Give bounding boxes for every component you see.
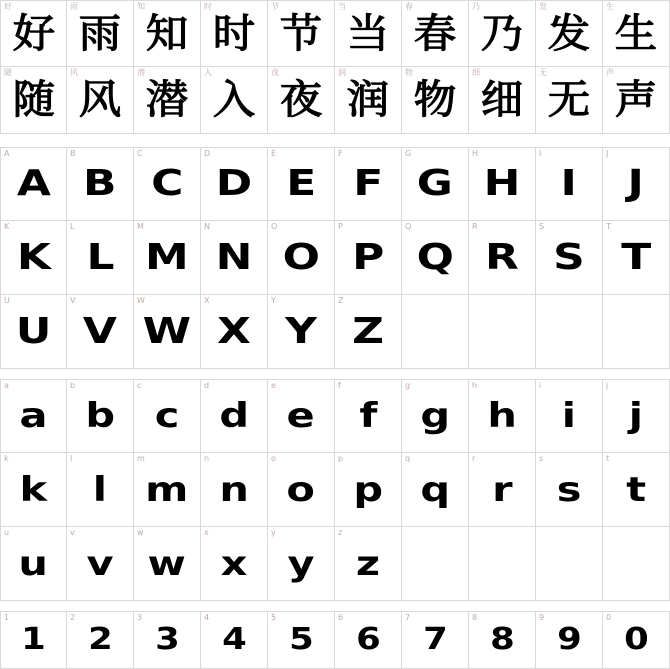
block-latin-lowercase xyxy=(0,379,670,601)
glyph-cell-empty xyxy=(469,527,536,601)
glyph-preview: q xyxy=(420,469,450,510)
glyph-cell[interactable] xyxy=(603,453,670,527)
glyph-cell[interactable] xyxy=(536,453,603,527)
glyph-cell[interactable] xyxy=(0,611,67,669)
glyph-cell[interactable] xyxy=(335,147,402,221)
glyph-label: z xyxy=(338,528,343,537)
glyph-cell-empty xyxy=(402,527,469,601)
glyph-cell[interactable] xyxy=(67,527,134,601)
glyph-preview: 5 xyxy=(288,622,314,657)
glyph-preview: l xyxy=(92,469,108,510)
glyph-cell[interactable] xyxy=(469,379,536,453)
glyph-label: c xyxy=(137,381,142,390)
glyph-preview: A xyxy=(16,163,51,204)
glyph-preview: E xyxy=(285,163,317,204)
glyph-cell-empty xyxy=(603,295,670,369)
glyph-label: 当 xyxy=(338,2,346,11)
glyph-label: G xyxy=(405,149,412,158)
glyph-row xyxy=(0,379,670,453)
glyph-cell[interactable] xyxy=(402,221,469,295)
glyph-label: B xyxy=(70,149,76,158)
glyph-label: Y xyxy=(271,296,276,305)
glyph-label: T xyxy=(606,222,611,231)
glyph-label: Q xyxy=(405,222,412,231)
glyph-label: I xyxy=(539,149,542,158)
glyph-cell[interactable] xyxy=(201,379,268,453)
glyph-label: Z xyxy=(338,296,344,305)
glyph-label: D xyxy=(204,149,211,158)
glyph-cell[interactable] xyxy=(134,221,201,295)
glyph-label: M xyxy=(137,222,144,231)
glyph-cell[interactable] xyxy=(335,611,402,669)
glyph-cell[interactable] xyxy=(536,0,603,67)
glyph-cell[interactable] xyxy=(201,295,268,369)
glyph-preview: Y xyxy=(285,310,317,352)
glyph-preview: 细 xyxy=(480,77,524,123)
glyph-preview: 7 xyxy=(422,622,448,657)
glyph-cell[interactable] xyxy=(469,67,536,134)
glyph-cell[interactable] xyxy=(402,147,469,221)
glyph-preview: N xyxy=(215,236,253,278)
glyph-label: u xyxy=(4,528,10,537)
glyph-label: l xyxy=(70,454,73,463)
glyph-preview: m xyxy=(145,469,189,510)
glyph-preview: e xyxy=(286,396,316,436)
glyph-cell[interactable] xyxy=(603,379,670,453)
glyph-label: 4 xyxy=(204,613,210,622)
glyph-label: S xyxy=(539,222,545,231)
glyph-label: 风 xyxy=(70,68,78,77)
glyph-row xyxy=(0,221,670,295)
glyph-preview: 夜 xyxy=(279,77,323,123)
glyph-preview: 春 xyxy=(413,10,457,57)
glyph-preview: 2 xyxy=(87,622,113,657)
glyph-label: h xyxy=(472,381,478,390)
glyph-preview: 随 xyxy=(12,77,55,123)
glyph-cell[interactable] xyxy=(469,221,536,295)
glyph-cell[interactable] xyxy=(0,0,67,67)
glyph-preview: J xyxy=(627,163,645,204)
glyph-cell[interactable] xyxy=(67,295,134,369)
glyph-preview: n xyxy=(219,469,249,510)
glyph-label: 好 xyxy=(4,2,12,11)
glyph-preview: 物 xyxy=(413,77,457,123)
glyph-label: 随 xyxy=(4,68,12,77)
glyph-label: s xyxy=(539,454,544,463)
glyph-preview: x xyxy=(220,543,248,584)
glyph-label: 声 xyxy=(606,68,614,77)
glyph-cell[interactable] xyxy=(268,611,335,669)
glyph-cell[interactable] xyxy=(67,147,134,221)
glyph-preview: 6 xyxy=(355,622,381,657)
glyph-preview: 好 xyxy=(12,10,55,57)
glyph-label: 节 xyxy=(271,2,279,11)
glyph-preview: a xyxy=(19,396,48,436)
glyph-label: 6 xyxy=(338,613,344,622)
glyph-cell[interactable] xyxy=(469,0,536,67)
glyph-label: 9 xyxy=(539,613,545,622)
glyph-preview: U xyxy=(15,310,52,352)
glyph-preview: F xyxy=(352,163,384,204)
glyph-preview: 1 xyxy=(21,622,46,657)
glyph-label: 生 xyxy=(606,2,614,11)
glyph-preview: c xyxy=(154,396,180,436)
glyph-preview: u xyxy=(18,543,49,584)
glyph-cell[interactable] xyxy=(335,67,402,134)
glyph-label: 2 xyxy=(70,613,76,622)
glyph-cell[interactable] xyxy=(335,379,402,453)
block-digits xyxy=(0,611,670,669)
glyph-cell[interactable] xyxy=(402,611,469,669)
glyph-row xyxy=(0,67,670,134)
glyph-label: 0 xyxy=(606,613,612,622)
glyph-label: U xyxy=(4,296,10,305)
glyph-cell[interactable] xyxy=(67,67,134,134)
glyph-cell[interactable] xyxy=(0,379,67,453)
glyph-cell[interactable] xyxy=(603,611,670,669)
glyph-label: k xyxy=(4,454,9,463)
glyph-cell-empty xyxy=(536,527,603,601)
glyph-preview: V xyxy=(82,310,118,352)
glyph-preview: G xyxy=(416,163,454,204)
block-chinese-characters xyxy=(0,0,670,134)
glyph-label: j xyxy=(606,381,609,390)
glyph-cell[interactable] xyxy=(134,379,201,453)
glyph-preview: s xyxy=(556,469,582,510)
glyph-preview: D xyxy=(215,163,253,204)
glyph-row xyxy=(0,147,670,221)
glyph-cell[interactable] xyxy=(134,453,201,527)
glyph-preview: M xyxy=(145,236,189,278)
glyph-cell[interactable] xyxy=(536,379,603,453)
glyph-cell[interactable] xyxy=(536,67,603,134)
glyph-preview: z xyxy=(355,543,381,584)
glyph-preview: S xyxy=(553,236,585,278)
glyph-label: 5 xyxy=(271,613,277,622)
glyph-label: J xyxy=(606,149,609,158)
glyph-preview: g xyxy=(420,396,450,436)
glyph-preview: y xyxy=(287,543,315,584)
glyph-row xyxy=(0,453,670,527)
glyph-label: K xyxy=(4,222,10,231)
glyph-row xyxy=(0,611,670,669)
glyph-preview: t xyxy=(626,469,646,510)
glyph-preview: b xyxy=(85,396,115,436)
glyph-label: 发 xyxy=(539,2,547,11)
glyph-label: t xyxy=(606,454,610,463)
glyph-cell-empty xyxy=(469,295,536,369)
glyph-preview: H xyxy=(483,163,521,204)
glyph-cell[interactable] xyxy=(67,221,134,295)
glyph-preview: w xyxy=(147,543,187,584)
glyph-cell[interactable] xyxy=(603,221,670,295)
glyph-preview: h xyxy=(487,396,517,436)
glyph-label: X xyxy=(204,296,210,305)
glyph-cell[interactable] xyxy=(67,0,134,67)
glyph-row xyxy=(0,0,670,67)
glyph-label: 1 xyxy=(4,613,10,622)
glyph-label: 春 xyxy=(405,2,413,11)
glyph-label: g xyxy=(405,381,411,390)
glyph-preview: f xyxy=(358,396,378,436)
glyph-cell[interactable] xyxy=(201,611,268,669)
glyph-cell[interactable] xyxy=(201,0,268,67)
glyph-label: 乃 xyxy=(472,2,480,11)
glyph-preview: 8 xyxy=(489,622,515,657)
glyph-cell[interactable] xyxy=(402,0,469,67)
glyph-cell[interactable] xyxy=(335,295,402,369)
glyph-label: 潜 xyxy=(137,68,145,77)
glyph-cell[interactable] xyxy=(67,379,134,453)
glyph-cell[interactable] xyxy=(0,453,67,527)
glyph-cell[interactable] xyxy=(67,453,134,527)
glyph-label: p xyxy=(338,454,344,463)
glyph-label: E xyxy=(271,149,277,158)
glyph-label: P xyxy=(338,222,343,231)
glyph-label: 入 xyxy=(204,68,212,77)
glyph-preview: X xyxy=(217,310,251,352)
glyph-preview: d xyxy=(219,396,249,436)
glyph-cell[interactable] xyxy=(134,527,201,601)
glyph-cell[interactable] xyxy=(469,453,536,527)
glyph-preview: P xyxy=(351,236,385,278)
glyph-cell[interactable] xyxy=(134,67,201,134)
glyph-preview: 入 xyxy=(212,77,256,123)
glyph-preview: K xyxy=(16,236,51,278)
glyph-label: 知 xyxy=(137,2,145,11)
glyph-cell[interactable] xyxy=(402,379,469,453)
glyph-label: 雨 xyxy=(70,2,78,11)
glyph-preview: R xyxy=(485,236,519,278)
glyph-label: d xyxy=(204,381,210,390)
glyph-preview: 知 xyxy=(145,10,189,57)
glyph-cell[interactable] xyxy=(268,221,335,295)
glyph-cell-empty xyxy=(536,295,603,369)
glyph-cell-empty xyxy=(603,527,670,601)
glyph-cell[interactable] xyxy=(268,0,335,67)
glyph-label: 润 xyxy=(338,68,346,77)
block-spacer xyxy=(0,369,670,379)
glyph-cell[interactable] xyxy=(268,295,335,369)
glyph-cell[interactable] xyxy=(335,0,402,67)
glyph-cell[interactable] xyxy=(201,221,268,295)
glyph-cell[interactable] xyxy=(603,0,670,67)
glyph-label: W xyxy=(137,296,145,305)
glyph-label: A xyxy=(4,149,10,158)
glyph-cell[interactable] xyxy=(268,147,335,221)
glyph-cell[interactable] xyxy=(134,147,201,221)
glyph-preview: 0 xyxy=(623,622,649,657)
glyph-label: f xyxy=(338,381,341,390)
glyph-cell[interactable] xyxy=(469,147,536,221)
glyph-label: 时 xyxy=(204,2,212,11)
glyph-cell[interactable] xyxy=(469,611,536,669)
glyph-cell[interactable] xyxy=(268,453,335,527)
glyph-cell[interactable] xyxy=(335,453,402,527)
glyph-cell[interactable] xyxy=(335,527,402,601)
glyph-preview: r xyxy=(491,469,513,510)
glyph-cell[interactable] xyxy=(268,379,335,453)
glyph-label: q xyxy=(405,454,411,463)
glyph-preview: 潜 xyxy=(145,77,189,123)
glyph-label: b xyxy=(70,381,76,390)
glyph-label: r xyxy=(472,454,476,463)
glyph-label: F xyxy=(338,149,343,158)
glyph-cell[interactable] xyxy=(134,611,201,669)
glyph-cell[interactable] xyxy=(402,453,469,527)
glyph-preview: 节 xyxy=(279,10,323,57)
glyph-label: v xyxy=(70,528,75,537)
glyph-preview: 发 xyxy=(547,10,591,57)
glyph-cell[interactable] xyxy=(268,67,335,134)
glyph-cell[interactable] xyxy=(0,221,67,295)
glyph-label: 无 xyxy=(539,68,547,77)
glyph-preview: 雨 xyxy=(78,10,122,57)
glyph-row xyxy=(0,527,670,601)
glyph-label: n xyxy=(204,454,210,463)
glyph-cell[interactable] xyxy=(134,0,201,67)
glyph-cell[interactable] xyxy=(201,527,268,601)
glyph-label: N xyxy=(204,222,210,231)
block-latin-uppercase xyxy=(0,147,670,369)
glyph-label: O xyxy=(271,222,278,231)
glyph-preview: Z xyxy=(352,310,384,352)
glyph-preview: 生 xyxy=(614,10,658,57)
glyph-label: a xyxy=(4,381,9,390)
glyph-label: R xyxy=(472,222,478,231)
glyph-label: 物 xyxy=(405,68,413,77)
glyph-row xyxy=(0,295,670,369)
glyph-preview: I xyxy=(560,163,578,204)
glyph-preview: B xyxy=(83,163,117,204)
glyph-preview: 9 xyxy=(556,622,582,657)
glyph-label: L xyxy=(70,222,75,231)
glyph-cell[interactable] xyxy=(335,221,402,295)
glyph-preview: 风 xyxy=(78,77,122,123)
glyph-label: V xyxy=(70,296,76,305)
glyph-label: x xyxy=(204,528,209,537)
glyph-cell[interactable] xyxy=(0,295,67,369)
glyph-preview: Q xyxy=(416,236,454,278)
glyph-cell[interactable] xyxy=(536,221,603,295)
glyph-preview: 乃 xyxy=(480,10,524,57)
glyph-preview: C xyxy=(150,163,184,204)
glyph-preview: 3 xyxy=(154,622,180,657)
glyph-label: H xyxy=(472,149,479,158)
glyph-preview: L xyxy=(85,236,114,278)
glyph-label: 8 xyxy=(472,613,478,622)
glyph-preview: v xyxy=(86,543,114,584)
glyph-label: 细 xyxy=(472,68,480,77)
glyph-preview: 4 xyxy=(221,622,247,657)
glyph-label: o xyxy=(271,454,276,463)
glyph-cell-empty xyxy=(402,295,469,369)
glyph-label: 夜 xyxy=(271,68,279,77)
glyph-cell[interactable] xyxy=(0,67,67,134)
glyph-preview: 无 xyxy=(547,77,591,123)
glyph-preview: p xyxy=(353,469,383,510)
glyph-label: 3 xyxy=(137,613,143,622)
glyph-cell[interactable] xyxy=(201,147,268,221)
glyph-preview: j xyxy=(628,396,644,436)
glyph-label: m xyxy=(137,454,145,463)
glyph-cell[interactable] xyxy=(0,527,67,601)
glyph-preview: i xyxy=(561,396,577,436)
glyph-preview: O xyxy=(282,236,320,278)
glyph-preview: k xyxy=(19,469,48,510)
glyph-preview: W xyxy=(142,310,192,352)
glyph-cell[interactable] xyxy=(402,67,469,134)
glyph-preview: 当 xyxy=(346,10,390,57)
glyph-preview: o xyxy=(286,469,316,510)
block-spacer xyxy=(0,134,670,147)
glyph-cell[interactable] xyxy=(603,67,670,134)
glyph-cell[interactable] xyxy=(536,147,603,221)
glyph-preview: 润 xyxy=(346,77,390,123)
block-spacer xyxy=(0,601,670,611)
glyph-preview: 声 xyxy=(614,77,658,123)
glyph-cell[interactable] xyxy=(536,611,603,669)
glyph-label: i xyxy=(539,381,542,390)
glyph-label: w xyxy=(137,528,144,537)
glyph-cell[interactable] xyxy=(201,453,268,527)
glyph-preview: T xyxy=(621,236,651,278)
glyph-label: C xyxy=(137,149,143,158)
glyph-preview: 时 xyxy=(212,10,256,57)
glyph-cell[interactable] xyxy=(134,295,201,369)
glyph-cell[interactable] xyxy=(201,67,268,134)
glyph-cell[interactable] xyxy=(0,147,67,221)
glyph-cell[interactable] xyxy=(268,527,335,601)
glyph-cell[interactable] xyxy=(603,147,670,221)
glyph-label: 7 xyxy=(405,613,411,622)
glyph-cell[interactable] xyxy=(67,611,134,669)
glyph-label: e xyxy=(271,381,276,390)
glyph-label: y xyxy=(271,528,276,537)
